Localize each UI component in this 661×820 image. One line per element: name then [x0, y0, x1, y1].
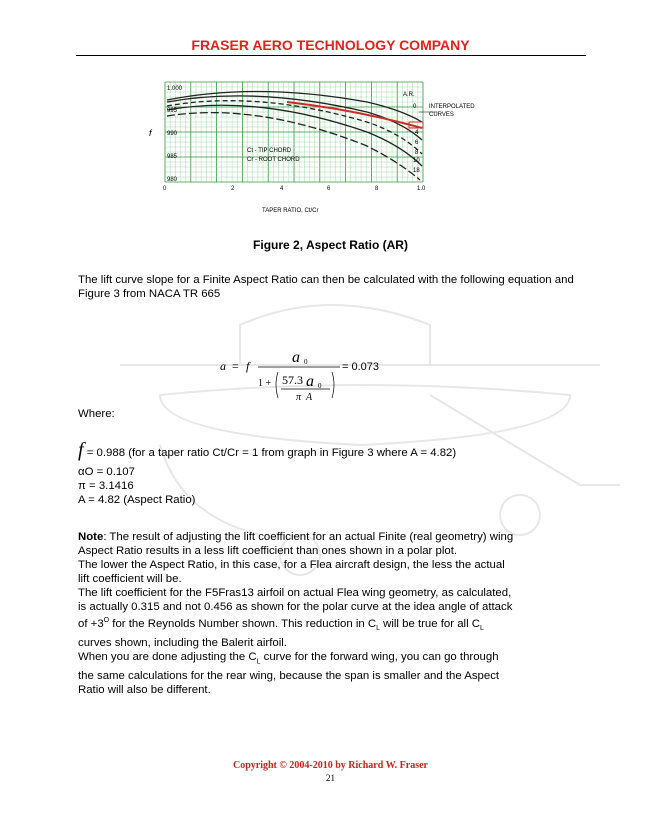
x-tick: 8	[375, 186, 379, 192]
note-line: the same calculations for the rear wing, because the span is smaller and the Aspect	[78, 670, 500, 683]
x-tick: 6	[327, 186, 331, 192]
eq-pi: π	[296, 392, 302, 403]
legend-line: Ct - TIP CHORD	[247, 148, 292, 154]
curve-label: 10	[413, 158, 420, 164]
curve-label: 4	[415, 130, 419, 136]
note-line: Aspect Ratio results in a less lift coefficient than ones shown in a polar plot.	[78, 545, 458, 557]
def-alpha: αO = 0.107	[78, 466, 135, 478]
intro-paragraph: The lift curve slope for a Finite Aspect Ratio can then be calculated with the following equation and Figure 3 from NACA TR 665	[78, 274, 574, 300]
f-symbol: f	[78, 439, 84, 461]
where-label: Where:	[78, 408, 115, 420]
x-tick: 2	[231, 186, 235, 192]
eq-f: f	[246, 359, 250, 373]
note-line: lift coefficient will be.	[78, 573, 182, 585]
eq-sub0-denom: 0	[318, 382, 322, 390]
note-line: The lower the Aspect Ratio, in this case, for a Flea aircraft design, the less the actual	[78, 559, 505, 571]
note-line: When you are done adjusting the $C_L$ curve for the forward wing, you can go through	[78, 651, 499, 666]
note-line: of $+3^O$ for the Reynolds Number shown. This reduction in $C_L$ will be true for all $C_L$	[78, 617, 484, 633]
eq-sub0: 0	[304, 358, 308, 366]
annotation: CURVES	[429, 112, 454, 118]
y-tick: 1.000	[167, 86, 183, 92]
def-pi: π = 3.1416	[78, 480, 134, 492]
note-line-1	[78, 530, 583, 544]
f-definition: = 0.988 (for a taper ratio Ct/Cr = 1 from graph in Figure 3 where A = 4.82)	[86, 447, 457, 459]
eq-a: a	[220, 359, 226, 373]
note-line: is actually 0.315 and not 0.456 as shown for the polar curve at the idea angle of attack	[78, 601, 513, 613]
note-paragraph	[78, 530, 583, 697]
eq-result: = 0.073	[342, 361, 380, 373]
header-rule	[76, 55, 586, 56]
note-label: Note	[78, 531, 104, 543]
curve-label: A.R.	[403, 92, 415, 98]
copyright-footer: Copyright © 2004-2010 by Richard W. Fraser	[233, 760, 428, 771]
curve-label: 6	[415, 140, 419, 146]
def-f	[78, 439, 598, 461]
curve-label: 8	[415, 150, 419, 156]
note-text: : The result of adjusting the lift coefficient for an actual Finite (real geometry) wing	[103, 531, 514, 543]
y-axis-label: f	[149, 128, 152, 138]
note-line: The lift coefficient for the F5Fras13 airfoil on actual Flea wing geometry, as calculated,	[78, 587, 512, 599]
eq-a0: a	[292, 349, 300, 366]
figure-caption: Figure 2, Aspect Ratio (AR)	[253, 238, 408, 252]
y-tick: 990	[167, 131, 178, 137]
lift-slope-equation	[218, 348, 418, 404]
def-aspect-ratio: A = 4.82 (Aspect Ratio)	[78, 494, 196, 506]
y-tick: 985	[167, 154, 178, 160]
eq-coef: 57.3	[282, 373, 303, 387]
annotation: INTERPOLATED	[429, 104, 475, 110]
eq-a0-denom: a	[306, 373, 314, 390]
legend-line: Cr - ROOT CHORD	[247, 157, 300, 163]
taper-ratio-chart	[137, 62, 475, 234]
note-line: Ratio will also be different.	[78, 684, 211, 697]
curve-label: 0	[413, 104, 417, 110]
y-tick: 980	[167, 177, 178, 183]
note-line: curves shown, including the Balerit airfoil.	[78, 637, 287, 650]
x-tick: 4	[280, 186, 284, 192]
x-axis-label: TAPER RATIO, Ct/Cr	[262, 208, 319, 214]
x-tick: 0	[163, 186, 167, 192]
y-tick: 995	[167, 108, 178, 114]
x-tick: 1.0	[417, 186, 426, 192]
page-header: FRASER AERO TECHNOLOGY COMPANY	[191, 37, 470, 53]
eq-A: A	[306, 392, 313, 403]
page-number: 21	[326, 773, 335, 783]
eq-one-plus: 1 +	[258, 378, 272, 389]
eq-equals: =	[232, 359, 239, 373]
curve-label: 18	[413, 168, 420, 174]
